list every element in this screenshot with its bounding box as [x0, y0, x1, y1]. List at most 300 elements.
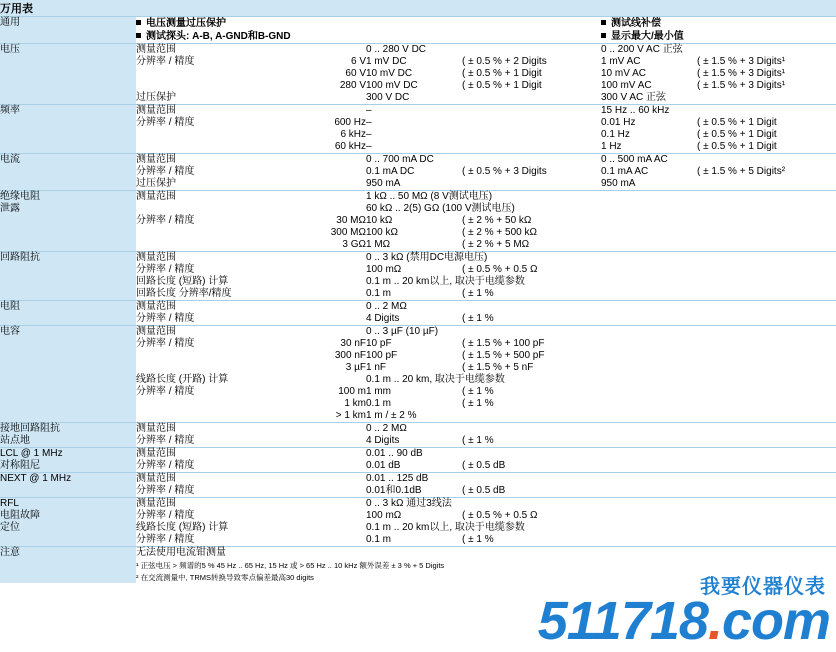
value-text: 4 Digits	[366, 435, 400, 446]
parameter-cell	[136, 473, 366, 498]
dc-value-cell	[366, 423, 836, 448]
row-label	[0, 154, 136, 191]
parameter-range: 100 m	[338, 386, 366, 397]
sections-body	[0, 44, 836, 547]
value-text: 0.1 m	[366, 288, 392, 299]
row-label-line: RFL	[0, 498, 19, 509]
parameter-cell	[136, 44, 366, 105]
row-label-note: 注意	[0, 547, 136, 584]
value-text: 0.01 .. 90 dB	[366, 448, 423, 459]
parameter-range: 60 kHz	[334, 141, 366, 152]
parameter-cell	[136, 423, 366, 448]
row-label-line: 对称阻尼	[0, 460, 40, 471]
value-text: 0.1 m	[366, 534, 392, 545]
value-entry	[601, 166, 836, 178]
parameter-name: 回路长度 (短路) 计算	[136, 276, 229, 287]
ac-value-cell	[601, 154, 836, 191]
parameter-entry	[136, 141, 366, 153]
parameter-entry	[136, 264, 366, 276]
note-line: ² 在交流测量中, TRMS转换导致零点偏差最高30 digits	[136, 573, 314, 582]
parameter-name: 分辨率 / 精度	[136, 386, 195, 397]
general-item: 电压测量过压保护	[146, 18, 226, 29]
watermark-domain: com	[721, 591, 830, 651]
value-entry	[366, 498, 836, 510]
accuracy-text: ( ± 0.5 % + 1 Digit	[462, 68, 542, 79]
value-entry	[366, 398, 836, 410]
row-label-general: 通用	[0, 17, 136, 44]
parameter-name: 分辨率 / 精度	[136, 166, 195, 177]
parameter-name: 分辨率 / 精度	[136, 534, 195, 545]
value-entry	[366, 80, 601, 92]
value-text: 60 kΩ .. 2(5) GΩ (100 V测试电压)	[366, 203, 515, 214]
parameter-entry	[136, 276, 366, 288]
value-entry	[366, 374, 836, 386]
row-label-line: 电压	[0, 44, 20, 55]
parameter-entry	[136, 374, 366, 386]
general-item: 显示最大/最小值	[611, 31, 684, 42]
row-label-line: 回路阻抗	[0, 252, 40, 263]
table-row	[0, 423, 836, 448]
value-entry	[366, 68, 601, 80]
row-label	[0, 252, 136, 301]
accuracy-text: ( ± 2 % + 5 MΩ	[462, 239, 530, 250]
parameter-name: 分辨率 / 精度	[136, 117, 195, 128]
value-entry	[601, 80, 836, 92]
row-label-line: NEXT @ 1 MHz	[0, 473, 72, 484]
parameter-entry	[136, 350, 366, 362]
row-label	[0, 44, 136, 105]
table-row	[0, 473, 836, 498]
value-entry	[601, 141, 836, 153]
bullet-icon	[136, 20, 141, 25]
value-text: 0 .. 3 kΩ 通过3线法	[366, 498, 452, 509]
value-entry	[601, 44, 836, 56]
row-label-line: 电阻	[0, 301, 20, 312]
parameter-entry	[136, 117, 366, 129]
parameter-name: 测量范围	[136, 326, 176, 337]
parameter-entry	[136, 68, 366, 80]
value-text: 10 kΩ	[366, 215, 393, 226]
table-row	[0, 252, 836, 301]
value-entry	[366, 510, 836, 522]
parameter-range: 3 µF	[345, 362, 366, 373]
parameter-name: 分辨率 / 精度	[136, 510, 195, 521]
value-entry	[366, 435, 836, 447]
value-entry	[366, 350, 836, 362]
value-text: 950 mA	[366, 178, 401, 189]
accuracy-text: ( ± 1.5 % + 3 Digits¹	[697, 68, 786, 79]
ac-value-cell	[601, 44, 836, 105]
accuracy-text: ( ± 1.5 % + 3 Digits¹	[697, 80, 786, 91]
value-text: 0 .. 2 MΩ	[366, 301, 407, 312]
parameter-entry	[136, 522, 366, 534]
parameter-entry	[136, 534, 366, 546]
value-entry	[366, 239, 836, 251]
parameter-name: 测量范围	[136, 473, 176, 484]
value-text: 15 Hz .. 60 kHz	[601, 105, 670, 116]
parameter-name: 分辨率 / 精度	[136, 435, 195, 446]
parameter-entry	[136, 56, 366, 68]
value-entry	[366, 178, 601, 190]
parameter-cell	[136, 105, 366, 154]
row-label-line: 定位	[0, 522, 20, 533]
value-text: 100 mΩ	[366, 510, 402, 521]
bullet-icon	[601, 33, 606, 38]
parameter-range: > 1 km	[335, 410, 366, 421]
value-text: 0.01 Hz	[601, 117, 636, 128]
dc-value-cell	[366, 326, 836, 423]
value-entry	[366, 227, 836, 239]
value-entry	[366, 56, 601, 68]
row-label	[0, 473, 136, 498]
general-col3	[601, 17, 836, 44]
parameter-entry	[136, 338, 366, 350]
parameter-entry	[136, 227, 366, 239]
parameter-name	[136, 141, 139, 153]
value-text: 0.01和0.1dB	[366, 485, 422, 496]
parameter-entry	[136, 129, 366, 141]
value-entry	[366, 326, 836, 338]
parameter-entry	[136, 178, 366, 190]
parameter-entry	[136, 301, 366, 313]
value-text: 1 mV AC	[601, 56, 641, 67]
value-entry	[366, 410, 836, 422]
parameter-name	[136, 129, 139, 141]
value-text: 1 mV DC	[366, 56, 407, 67]
value-entry	[366, 448, 836, 460]
row-label	[0, 326, 136, 423]
parameter-name: 分辨率 / 精度	[136, 338, 195, 349]
parameter-entry	[136, 326, 366, 338]
value-text: 0 .. 3 µF (10 µF)	[366, 326, 439, 337]
parameter-name: 分辨率 / 精度	[136, 264, 195, 275]
value-text: 0.1 m .. 20 km以上, 取决于电缆参数	[366, 522, 525, 533]
row-label-line: 电流	[0, 154, 20, 165]
value-entry	[366, 423, 836, 435]
value-text: 0.01 .. 125 dB	[366, 473, 429, 484]
value-entry	[366, 154, 601, 166]
parameter-entry	[136, 80, 366, 92]
value-entry	[366, 485, 836, 497]
parameter-entry	[136, 154, 366, 166]
parameter-entry	[136, 44, 366, 56]
parameter-name	[136, 362, 139, 374]
value-entry	[366, 288, 836, 300]
value-entry	[366, 313, 836, 325]
parameter-name: 过压保护	[136, 178, 176, 189]
parameter-name: 线路长度 (短路) 计算	[136, 522, 229, 533]
parameter-entry	[136, 460, 366, 472]
parameter-name: 测量范围	[136, 44, 176, 55]
note-line: ¹ 正弦电压 > 频谱的5 % 45 Hz .. 65 Hz, 15 Hz 或 > 65 Hz .. 10 kHz 额外误差 ± 3 % + 5 Digits	[136, 561, 445, 570]
bullet-icon	[136, 33, 141, 38]
parameter-entry	[136, 485, 366, 497]
value-entry	[366, 460, 836, 472]
accuracy-text: ( ± 1 %	[462, 288, 494, 299]
value-text: 4 Digits	[366, 313, 400, 324]
parameter-range: 3 GΩ	[342, 239, 366, 250]
value-entry	[366, 215, 836, 227]
parameter-name: 过压保护	[136, 92, 176, 103]
parameter-name: 测量范围	[136, 448, 176, 459]
dc-value-cell	[366, 301, 836, 326]
accuracy-text: ( ± 0.5 % + 1 Digit	[697, 129, 777, 140]
parameter-name: 分辨率 / 精度	[136, 460, 195, 471]
accuracy-text: ( ± 1 %	[462, 435, 494, 446]
value-text: 0 .. 700 mA DC	[366, 154, 434, 165]
parameter-name: 回路长度 分辨率/精度	[136, 288, 232, 299]
parameter-name: 测量范围	[136, 154, 176, 165]
parameter-entry	[136, 313, 366, 325]
parameter-entry	[136, 288, 366, 300]
value-entry	[366, 191, 836, 203]
parameter-name	[136, 227, 139, 239]
general-col2	[136, 17, 601, 44]
parameter-entry	[136, 448, 366, 460]
dc-value-cell	[366, 473, 836, 498]
accuracy-text: ( ± 0.5 % + 3 Digits	[462, 166, 547, 177]
value-entry	[366, 203, 836, 215]
value-text: 1 nF	[366, 362, 387, 373]
value-entry	[366, 92, 601, 104]
value-text: 100 mV DC	[366, 80, 418, 91]
general-item: 测试探头: A-B, A-GND和B-GND	[146, 31, 291, 42]
value-text: 1 mm	[366, 386, 391, 397]
parameter-name: 测量范围	[136, 301, 176, 312]
value-text: 100 mΩ	[366, 264, 402, 275]
row-label	[0, 191, 136, 252]
watermark-text: 我要仪器仪表	[700, 576, 826, 598]
parameter-range: 30 nF	[340, 338, 366, 349]
parameter-entry	[136, 166, 366, 178]
row-label-line: 站点地	[0, 435, 30, 446]
accuracy-text: ( ± 1.5 % + 3 Digits¹	[697, 56, 786, 67]
page-title: 万用表	[0, 0, 836, 16]
parameter-name	[136, 410, 139, 422]
note-head: 无法使用电流钳测量	[136, 547, 226, 558]
value-text: 100 kΩ	[366, 227, 398, 238]
accuracy-text: ( ± 1 %	[462, 398, 494, 409]
accuracy-text: ( ± 0.5 % + 0.5 Ω	[462, 264, 538, 275]
parameter-range: 600 Hz	[334, 117, 366, 128]
value-text: 100 mV AC	[601, 80, 652, 91]
parameter-entry	[136, 510, 366, 522]
table-row	[0, 191, 836, 252]
accuracy-text: ( ± 1 %	[462, 534, 494, 545]
parameter-entry	[136, 252, 366, 264]
dc-value-cell	[366, 191, 836, 252]
value-text: 0 .. 280 V DC	[366, 44, 427, 55]
value-text: –	[366, 129, 372, 140]
value-text: –	[366, 105, 372, 116]
value-text: –	[366, 141, 372, 152]
value-text: 100 pF	[366, 350, 398, 361]
parameter-name	[136, 350, 139, 362]
value-entry	[601, 178, 836, 190]
accuracy-text: ( ± 0.5 dB	[462, 485, 506, 496]
parameter-entry	[136, 362, 366, 374]
value-text: 0.1 m .. 20 km以上, 取决于电缆参数	[366, 276, 525, 287]
parameter-entry	[136, 398, 366, 410]
value-text: 0 .. 3 kΩ (禁用DC电源电压)	[366, 252, 488, 263]
parameter-entry	[136, 423, 366, 435]
bullet-icon	[601, 20, 606, 25]
parameter-entry	[136, 105, 366, 117]
value-entry	[601, 56, 836, 68]
watermark-number	[538, 590, 830, 652]
parameter-name: 分辨率 / 精度	[136, 56, 195, 67]
value-text: 10 mV DC	[366, 68, 413, 79]
parameter-range: 30 MΩ	[336, 215, 366, 226]
parameter-entry	[136, 498, 366, 510]
parameter-name	[136, 80, 139, 92]
table-row	[0, 44, 836, 105]
watermark-digits: 511718	[537, 591, 708, 651]
row-label-line: 泄露	[0, 203, 20, 214]
parameter-name: 测量范围	[136, 252, 176, 263]
value-text: 0.1 mA DC	[366, 166, 415, 177]
parameter-range: 280 V	[339, 80, 366, 91]
value-entry	[366, 252, 836, 264]
value-entry	[366, 338, 836, 350]
row-label	[0, 448, 136, 473]
parameter-name	[136, 398, 139, 410]
dc-value-cell	[366, 105, 601, 154]
table-row	[0, 154, 836, 191]
value-text: 0.1 m	[366, 398, 392, 409]
row-label-line: 电容	[0, 326, 20, 337]
parameter-entry	[136, 239, 366, 251]
value-text: 0 .. 2 MΩ	[366, 423, 407, 434]
value-entry	[366, 44, 601, 56]
row-label	[0, 498, 136, 547]
row-label	[0, 105, 136, 154]
accuracy-text: ( ± 0.5 % + 1 Digit	[697, 141, 777, 152]
accuracy-text: ( ± 0.5 % + 1 Digit	[697, 117, 777, 128]
parameter-name	[136, 239, 139, 251]
row-note	[0, 547, 836, 584]
parameter-entry	[136, 92, 366, 104]
row-label-line: 电阻故障	[0, 510, 40, 521]
parameter-name: 测量范围	[136, 191, 176, 202]
accuracy-text: ( ± 0.5 % + 1 Digit	[462, 80, 542, 91]
row-label	[0, 301, 136, 326]
table-row	[0, 301, 836, 326]
accuracy-text: ( ± 0.5 % + 2 Digits	[462, 56, 547, 67]
parameter-range: 300 nF	[334, 350, 366, 361]
value-text: 1 Hz	[601, 141, 622, 152]
parameter-range: 6 V	[350, 56, 366, 67]
value-entry	[366, 362, 836, 374]
value-entry	[601, 154, 836, 166]
accuracy-text: ( ± 1.5 % + 5 Digits²	[697, 166, 786, 177]
table-row	[0, 326, 836, 423]
parameter-cell	[136, 191, 366, 252]
value-entry	[366, 166, 601, 178]
value-entry	[601, 117, 836, 129]
value-entry	[366, 105, 601, 117]
value-text: 1 kΩ .. 50 MΩ (8 V测试电压)	[366, 191, 493, 202]
value-entry	[601, 129, 836, 141]
parameter-name: 分辨率 / 精度	[136, 485, 195, 496]
parameter-entry	[136, 435, 366, 447]
parameter-name: 测量范围	[136, 105, 176, 116]
dc-value-cell	[366, 498, 836, 547]
dc-value-cell	[366, 448, 836, 473]
accuracy-text: ( ± 2 % + 50 kΩ	[462, 215, 532, 226]
parameter-entry	[136, 215, 366, 227]
note-content	[136, 547, 836, 584]
table-row	[0, 498, 836, 547]
parameter-name: 分辨率 / 精度	[136, 215, 195, 226]
table-row	[0, 105, 836, 154]
parameter-entry	[136, 410, 366, 422]
parameter-entry	[136, 386, 366, 398]
general-item: 测试线补偿	[611, 18, 661, 29]
parameter-range: 1 km	[344, 398, 366, 409]
value-text: 1 m / ± 2 %	[366, 410, 417, 421]
value-text: 950 mA	[601, 178, 636, 189]
parameter-cell	[136, 498, 366, 547]
watermark-dot: .	[707, 591, 722, 651]
parameter-cell	[136, 326, 366, 423]
ac-value-cell	[601, 105, 836, 154]
value-text: 0.01 dB	[366, 460, 401, 471]
parameter-name: 分辨率 / 精度	[136, 313, 195, 324]
dc-value-cell	[366, 154, 601, 191]
value-entry	[366, 301, 836, 313]
parameter-cell	[136, 154, 366, 191]
value-text: 0.1 Hz	[601, 129, 630, 140]
value-text: 0.1 m .. 20 km, 取决于电缆参数	[366, 374, 505, 385]
parameter-cell	[136, 448, 366, 473]
parameter-name: 线路长度 (开路) 计算	[136, 374, 229, 385]
table-title-row	[0, 0, 836, 16]
value-entry	[366, 117, 601, 129]
accuracy-text: ( ± 0.5 dB	[462, 460, 506, 471]
row-label-line: 接地回路阻抗	[0, 423, 60, 434]
value-text: 10 pF	[366, 338, 392, 349]
parameter-range: 6 kHz	[340, 129, 366, 140]
value-entry	[366, 534, 836, 546]
parameter-range: 60 V	[345, 68, 366, 79]
parameter-name	[136, 203, 139, 215]
dc-value-cell	[366, 44, 601, 105]
accuracy-text: ( ± 0.5 % + 0.5 Ω	[462, 510, 538, 521]
row-label-line: 绝缘电阻	[0, 191, 40, 202]
parameter-name: 测量范围	[136, 423, 176, 434]
parameter-name	[136, 68, 139, 80]
accuracy-text: ( ± 1.5 % + 500 pF	[462, 350, 545, 361]
value-text: 300 V DC	[366, 92, 410, 103]
row-general	[0, 17, 836, 44]
value-entry	[601, 92, 836, 104]
parameter-name: 测量范围	[136, 498, 176, 509]
value-text: 1 MΩ	[366, 239, 391, 250]
parameter-entry	[136, 473, 366, 485]
parameter-cell	[136, 252, 366, 301]
accuracy-text: ( ± 1 %	[462, 386, 494, 397]
parameter-range: 300 MΩ	[330, 227, 366, 238]
value-entry	[601, 105, 836, 117]
row-label-line: LCL @ 1 MHz	[0, 448, 63, 459]
value-text: 300 V AC 正弦	[601, 92, 667, 103]
row-label-line: 频率	[0, 105, 20, 116]
dc-value-cell	[366, 252, 836, 301]
value-text: 0 .. 200 V AC 正弦	[601, 44, 683, 55]
value-entry	[366, 522, 836, 534]
value-entry	[366, 264, 836, 276]
